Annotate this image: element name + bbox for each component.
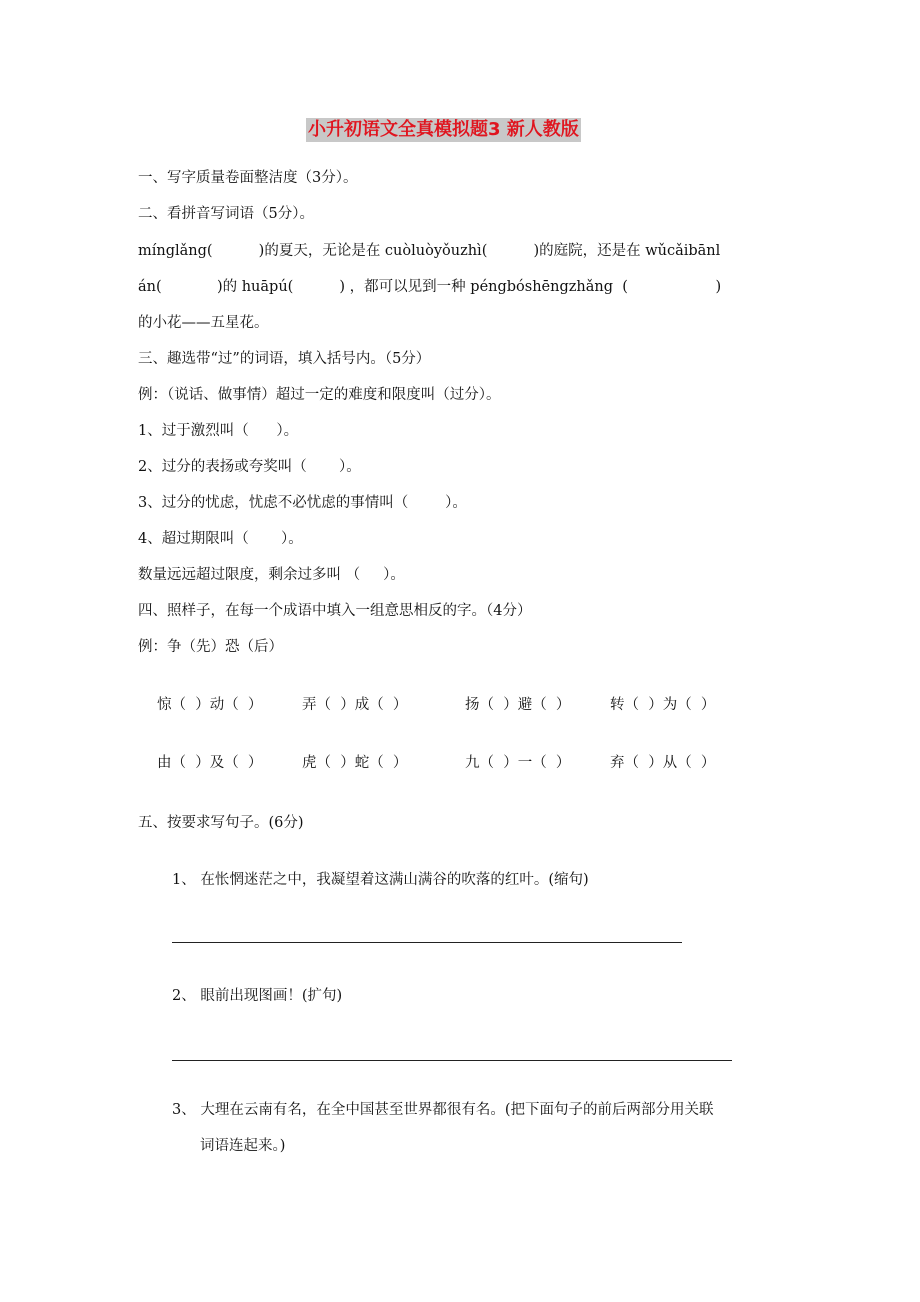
question-3-3: 3、过分的忧虑，忧虑不必忧虑的事情叫（ ）。 — [138, 495, 467, 511]
pinyin-line-3: 的小花——五星花。 — [138, 315, 269, 331]
example-3: 例：（说话、做事情）超过一定的难度和限度叫（过分）。 — [138, 387, 501, 403]
answer-line-2 — [172, 1060, 732, 1061]
idiom-5: 由（ ）及（ ） — [157, 755, 263, 771]
pinyin-line-1: mínglǎng( )的夏天，无论是在 cuòluòyǒuzhì( )的庭院，还是在 wǔcǎibānl — [138, 243, 721, 259]
question-3-4: 4、超过期限叫（ ）。 — [138, 531, 303, 547]
example-4: 例：争（先）恐（后） — [138, 639, 283, 655]
question-3-2: 2、过分的表扬或夸奖叫（ ）。 — [138, 459, 361, 475]
question-5-1: 1、 在怅惘迷茫之中，我凝望着这满山满谷的吹落的红叶。(缩句) — [172, 872, 589, 888]
question-5-2: 2、 眼前出现图画！(扩句) — [172, 988, 343, 1004]
question-5-3-cont: 词语连起来。) — [200, 1138, 286, 1154]
idiom-7: 九（ ）一（ ） — [465, 755, 571, 771]
idiom-1: 惊（ ）动（ ） — [157, 697, 263, 713]
section-4: 四、照样子，在每一个成语中填入一组意思相反的字。（4分） — [138, 603, 532, 619]
question-3-1: 1、过于激烈叫（ ）。 — [138, 423, 299, 439]
section-5: 五、按要求写句子。(6分) — [138, 815, 304, 831]
pinyin-line-2: án( )的 huāpú( ) ，都可以见到一种 péngbóshēngzhǎng ( ) — [138, 279, 722, 295]
idiom-8: 弃（ ）从（ ） — [610, 755, 716, 771]
section-2: 二、看拼音写词语（5分）。 — [138, 206, 314, 222]
question-5-3: 3、 大理在云南有名，在全中国甚至世界都很有名。(把下面句子的前后两部分用关联 — [172, 1102, 714, 1118]
answer-line-1 — [172, 942, 682, 943]
section-1: 一、写字质量卷面整洁度（3分）。 — [138, 170, 358, 186]
page-title: 小升初语文全真模拟题3 新人教版 — [308, 119, 579, 140]
question-3-5: 数量远远超过限度，剩余过多叫 （ ）。 — [138, 567, 405, 583]
section-3: 三、趣选带“过”的词语，填入括号内。（5分） — [138, 351, 431, 367]
idiom-2: 弄（ ）成（ ） — [302, 697, 408, 713]
idiom-6: 虎（ ）蛇（ ） — [302, 755, 408, 771]
idiom-4: 转（ ）为（ ） — [610, 697, 716, 713]
idiom-3: 扬（ ）避（ ） — [465, 697, 571, 713]
